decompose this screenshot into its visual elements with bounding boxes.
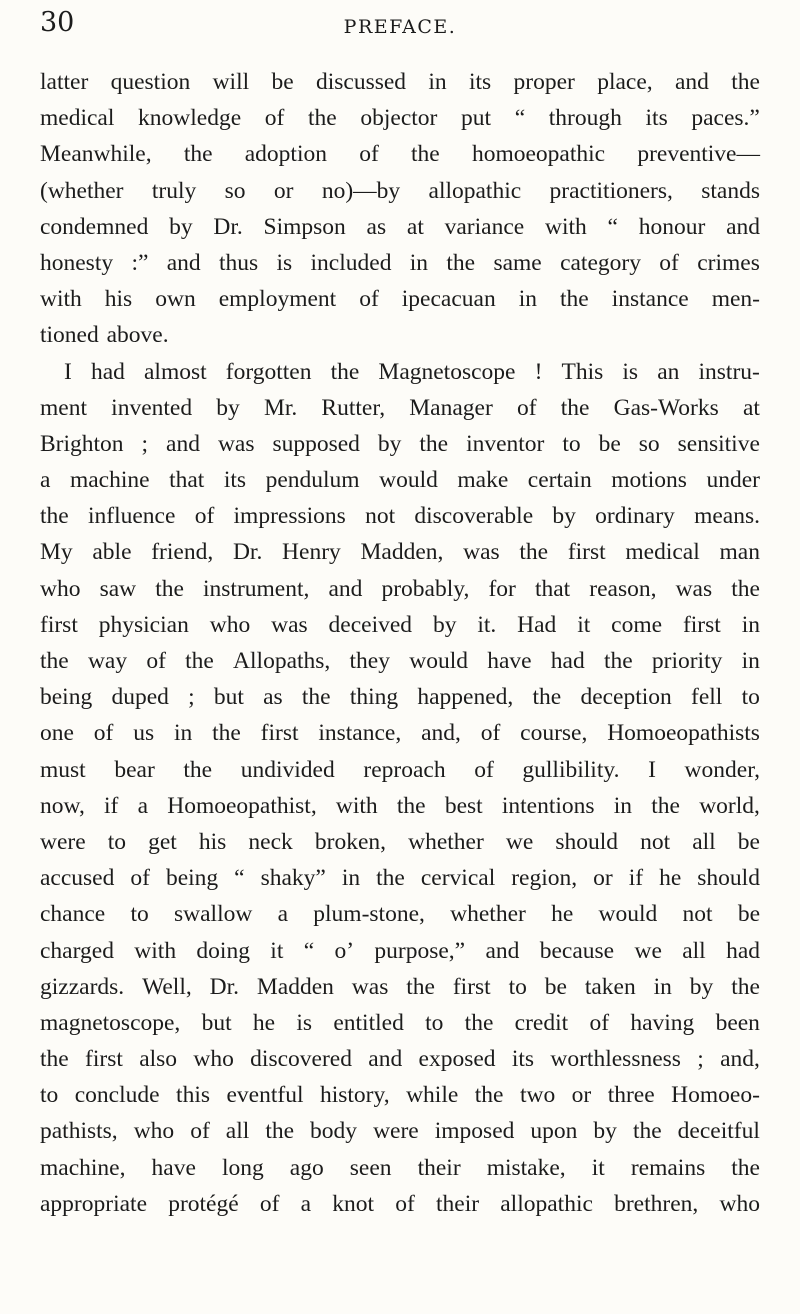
- text-line: condemned by Dr. Simpson as at variance with “ honour and: [40, 213, 760, 240]
- body-text: [40, 64, 760, 1222]
- text-line: tioned above.: [40, 322, 169, 349]
- page-number: 30: [40, 7, 75, 38]
- running-title: PREFACE.: [343, 16, 457, 38]
- text-line: machine, have long ago seen their mistake, it remains the: [40, 1154, 760, 1181]
- text-line: charged with doing it “ o’ purpose,” and because we all had: [40, 937, 760, 964]
- text-line: Meanwhile, the adoption of the homoeopathic preventive—: [40, 141, 760, 168]
- text-line: to conclude this eventful history, while the two or three Homoeo-: [40, 1082, 760, 1109]
- text-line: accused of being “ shaky” in the cervical region, or if he should: [40, 865, 760, 892]
- text-line: must bear the undivided reproach of gullibility. I wonder,: [40, 756, 760, 783]
- text-line: were to get his neck broken, whether we should not all be: [40, 828, 760, 855]
- text-line: the way of the Allopaths, they would have had the priority in: [40, 648, 760, 674]
- text-line: with his own employment of ipecacuan in the instance men-: [40, 286, 760, 313]
- text-line: a machine that its pendulum would make certain motions under: [40, 467, 760, 494]
- text-line: appropriate protégé of a knot of their allopathic brethren, who: [40, 1190, 760, 1217]
- text-line: latter question will be discussed in its proper place, and the: [40, 69, 760, 95]
- text-line: who saw the instrument, and probably, for that reason, was the: [40, 575, 760, 602]
- text-line: (whether truly so or no)—by allopathic practitioners, stands: [40, 177, 760, 204]
- text-line: the first also who discovered and exposed its worthlessness ; and,: [40, 1046, 760, 1073]
- text-line: ment invented by Mr. Rutter, Manager of the Gas-Works at: [40, 394, 760, 421]
- text-line: honesty :” and thus is included in the same category of crimes: [40, 249, 760, 276]
- text-line: one of us in the first instance, and, of course, Homoeopathists: [40, 720, 760, 747]
- page-header: [40, 5, 760, 41]
- text-line: medical knowledge of the objector put “ through its paces.”: [40, 105, 760, 132]
- text-line: now, if a Homoeopathist, with the best intentions in the world,: [40, 792, 760, 819]
- text-line: My able friend, Dr. Henry Madden, was the first medical man: [40, 539, 760, 566]
- text-line: the influence of impressions not discoverable by ordinary means.: [40, 503, 760, 530]
- text-line: being duped ; but as the thing happened, the deception fell to: [40, 684, 760, 711]
- text-line: I had almost forgotten the Magnetoscope ! This is an instru-: [64, 358, 760, 385]
- text-line: first physician who was deceived by it. Had it come first in: [40, 611, 760, 638]
- text-line: magnetoscope, but he is entitled to the credit of having been: [40, 1009, 760, 1036]
- text-line: pathists, who of all the body were imposed upon by the deceitful: [40, 1118, 760, 1145]
- text-line: chance to swallow a plum-stone, whether he would not be: [40, 901, 760, 928]
- text-line: gizzards. Well, Dr. Madden was the first to be taken in by the: [40, 973, 760, 1000]
- text-line: Brighton ; and was supposed by the inventor to be so sensitive: [40, 430, 760, 457]
